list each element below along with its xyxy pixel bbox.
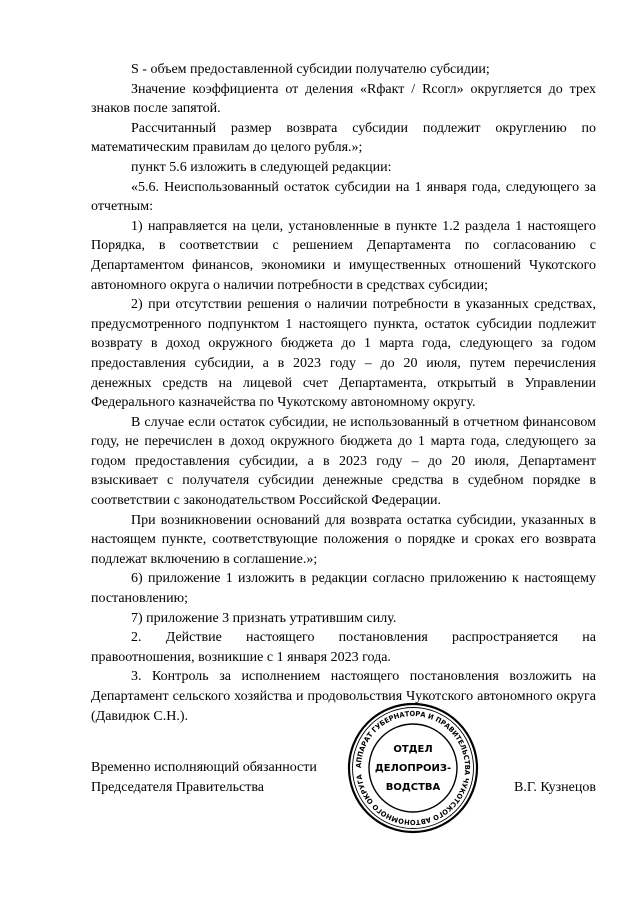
department-stamp bbox=[345, 700, 481, 836]
paragraph-section-3: 3. Контроль за исполнением настоящего постановления возложить на Департамент сельского хозяйства и продовольствия Чукотского автономного округа (Давидюк С.Н.). bbox=[91, 669, 596, 724]
stamp-line-1: ОТДЕЛ bbox=[393, 744, 433, 755]
paragraph-subpoint-1: 1) направляется на цели, установленные в пункте 1.2 раздела 1 настоящего Порядка, в соответствии с решением Департамента по согласованию с Департаментом финансов, экономики и имущественных отношений Чукотского автономного округа о наличии потребности в средствах субсидии; bbox=[91, 218, 596, 293]
paragraph-point-5-6: «5.6. Неиспользованный остаток субсидии на 1 января года, следующего за отчетным: bbox=[91, 179, 596, 215]
paragraph-rounding: Рассчитанный размер возврата субсидии подлежит округлению по математическим правилам до целого рубля.»; bbox=[91, 120, 596, 156]
signatory-position: Временно исполняющий обязанности Председателя Правительства bbox=[91, 760, 317, 795]
document-body bbox=[91, 60, 596, 726]
paragraph-agreement: При возникновении оснований для возврата остатка субсидии, указанных в настоящем пункте, соответствующие положения о порядке и сроках его возврата подлежат включению в соглашение.»; bbox=[91, 512, 596, 567]
paragraph-point-5-6-intro: пункт 5.6 изложить в следующей редакции: bbox=[131, 159, 392, 175]
paragraph-section-2: 2. Действие настоящего постановления распространяется на правоотношения, возникшие с 1 января 2023 года. bbox=[91, 630, 596, 665]
paragraph-coefficient: Значение коэффициента от деления «Rфакт / Rсогл» округляется до трех знаков после запятой. bbox=[91, 81, 596, 117]
stamp-ring-text: АППАРАТ ГУБЕРНАТОРА И ПРАВИТЕЛЬСТВА ЧУКОТСКОГО АВТОНОМНОГО ОКРУГА bbox=[354, 709, 472, 827]
paragraph-appendix-3: 7) приложение 3 признать утратившим силу. bbox=[131, 610, 397, 626]
paragraph-formula-s: S - объем предоставленной субсидии получателю субсидии; bbox=[131, 62, 490, 77]
signatory-name: В.Г. Кузнецов bbox=[514, 779, 596, 795]
paragraph-subpoint-2: 2) при отсутствии решения о наличии потребности в указанных средствах, предусмотренного подпунктом 1 настоящего пункта, остаток субсидии подлежит возврату в доход окружного бюджета до 1 марта года, следующего за годом предоставления субсидии, а в 2023 году – до 20 июля, путем перечисления денежных средств на лицевой счет Департамента, открытый в Управлении Федерального казначейства по Чукотскому автономному округу. bbox=[91, 297, 596, 411]
stamp-line-3: ВОДСТВА bbox=[385, 782, 441, 793]
paragraph-appendix-1: 6) приложение 1 изложить в редакции согласно приложению к настоящему постановлению; bbox=[91, 571, 596, 607]
stamp-line-2: ДЕЛОПРОИЗ- bbox=[374, 763, 452, 774]
paragraph-recovery: В случае если остаток субсидии, не использованный в отчетном финансовом году, не перечислен в доход окружного бюджета до 1 марта года, следующего за годом предоставления субсидии, а в 2023 году – до 20 июля, Департамент взыскивает с получателя субсидии денежные средства в судебном порядке в соответствии с законодательством Российской Федерации. bbox=[91, 414, 596, 509]
